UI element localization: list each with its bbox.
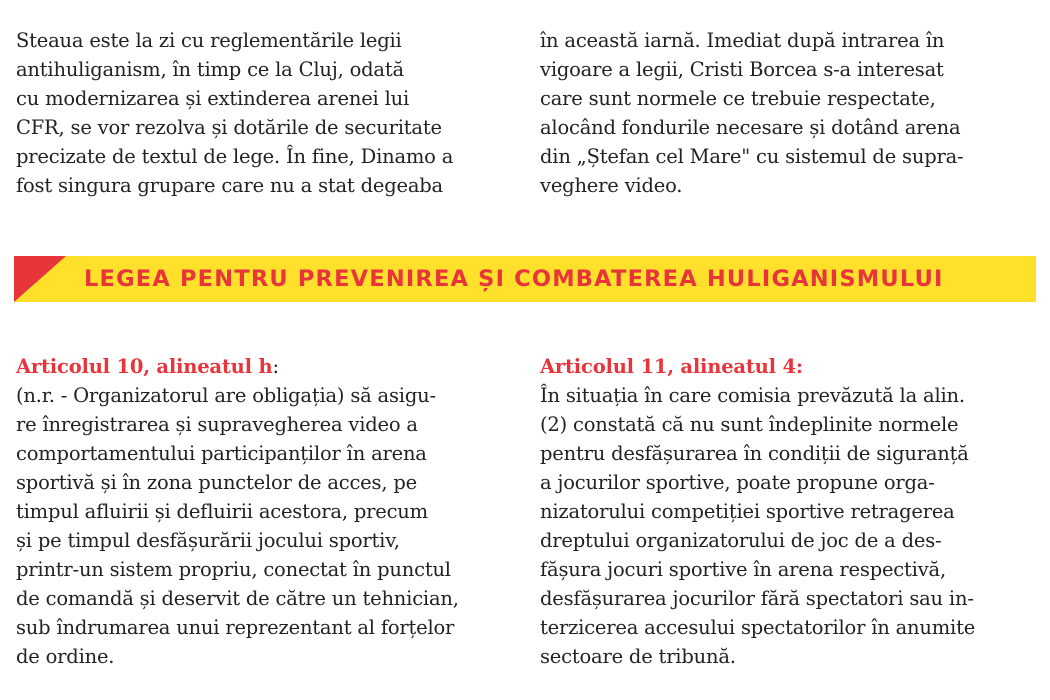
article-line: sportivă și în zona punctelor de acces, pe [16, 471, 417, 494]
article-line: și pe timpul desfășurării jocului sportiv, [16, 529, 400, 552]
article-line: (2) constată că nu sunt îndeplinite normele [540, 413, 959, 436]
article-line: fășura jocuri sportive în arena respectivă, [540, 558, 946, 581]
intro-left-line: CFR, se vor rezolva și dotările de securitate [16, 116, 442, 139]
article-heading-suffix: : [272, 355, 279, 378]
intro-left-line: precizate de textul de lege. În fine, Dinamo a [16, 145, 454, 168]
intro-right-line: care sunt normele ce trebuie respectate, [540, 87, 936, 110]
article-line: În situația în care comisia prevăzută la alin. [540, 384, 965, 407]
article-line: de comandă și deservit de către un tehnician, [16, 587, 459, 610]
intro-right-column [540, 26, 963, 200]
article-11-column [540, 352, 975, 671]
intro-right-line: vigoare a legii, Cristi Borcea s-a interesat [540, 58, 944, 81]
article-line: printr-un sistem propriu, conectat în punctul [16, 558, 451, 581]
article-heading [16, 352, 459, 381]
article-heading-text: Articolul 11, alineatul 4: [540, 355, 803, 378]
intro-left-line: fost singura grupare care nu a stat degeaba [16, 174, 443, 197]
intro-left-line: cu modernizarea și extinderea arenei lui [16, 87, 410, 110]
article-line: terzicerea accesului spectatorilor în anumite [540, 616, 976, 639]
intro-right-line: în această iarnă. Imediat după intrarea în [540, 29, 945, 52]
red-corner-flag [14, 256, 66, 302]
article-heading-text: Articolul 10, alineatul h [16, 355, 273, 378]
banner-title: LEGEA PENTRU PREVENIREA ȘI COMBATEREA HULIGANISMULUI [84, 266, 944, 292]
article-line: (n.r. - Organizatorul are obligația) să asigu- [16, 384, 436, 407]
article-line: comportamentului participanților în arena [16, 442, 427, 465]
article-line: a jocurilor sportive, poate propune orga- [540, 471, 935, 494]
article-10-column [16, 352, 459, 671]
intro-right-line: veghere video. [540, 174, 683, 197]
intro-left-line: antihuliganism, în timp ce la Cluj, odată [16, 58, 404, 81]
section-banner [14, 256, 1036, 302]
article-line: desfășurarea jocurilor fără spectatori sau in- [540, 587, 974, 610]
article-line: de ordine. [16, 645, 115, 668]
article-line: pentru desfășurarea în condiții de siguranță [540, 442, 969, 465]
article-line: dreptului organizatorului de joc de a des- [540, 529, 942, 552]
article-line: timpul afluirii și defluirii acestora, precum [16, 500, 428, 523]
article-line: re înregistrarea și supravegherea video a [16, 413, 418, 436]
intro-left-line: Steaua este la zi cu reglementările legii [16, 29, 402, 52]
article-line: nizatorului competiției sportive retragerea [540, 500, 955, 523]
article-line: sub îndrumarea unui reprezentant al forțelor [16, 616, 455, 639]
article-line: sectoare de tribună. [540, 645, 736, 668]
intro-right-line: din „Ștefan cel Mare" cu sistemul de supra- [540, 145, 964, 168]
intro-right-line: alocând fondurile necesare și dotând arena [540, 116, 961, 139]
article-heading [540, 352, 975, 381]
intro-left-column [16, 26, 453, 200]
